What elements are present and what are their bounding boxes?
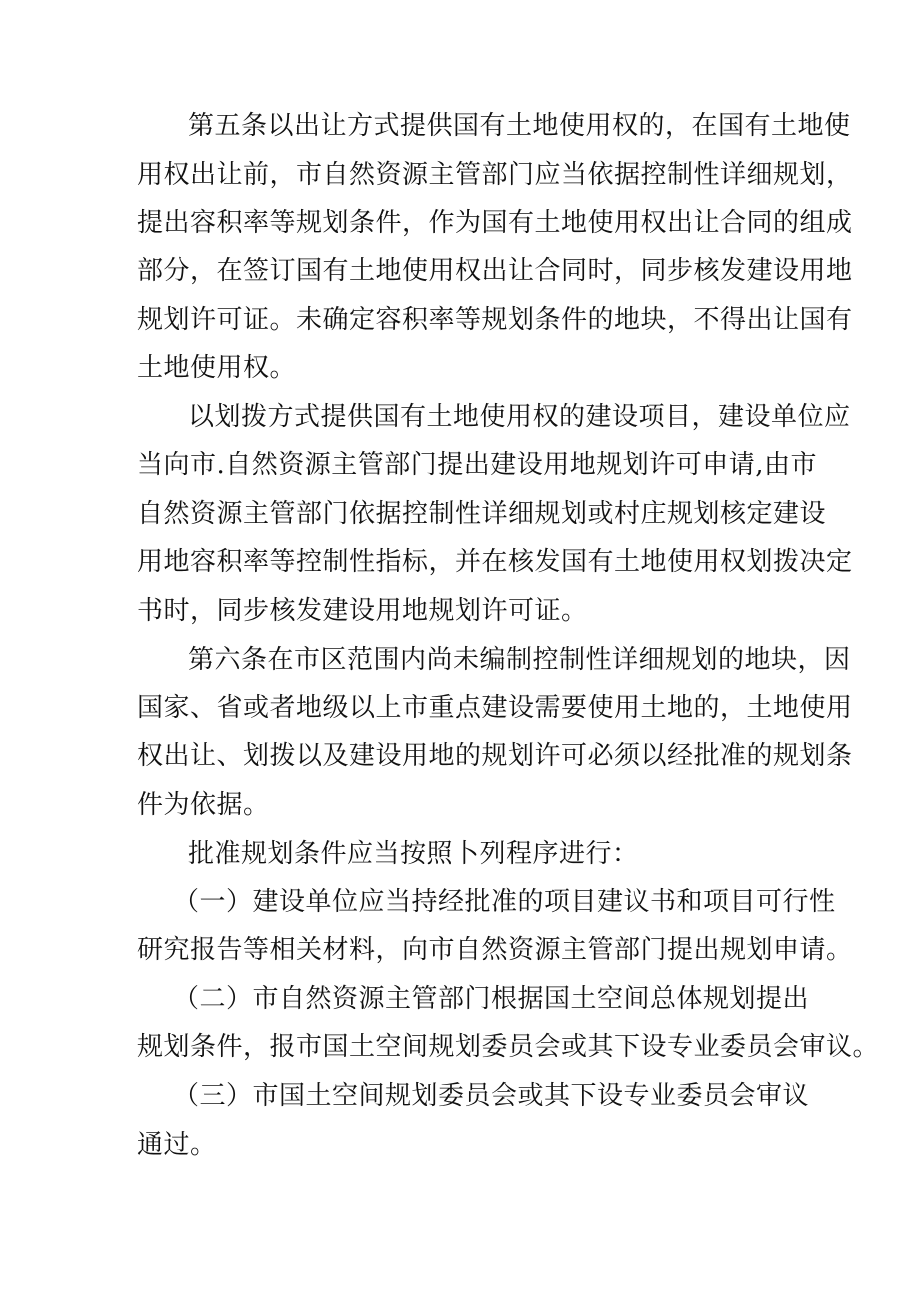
text-line-14: 权出让、划拨以及建设用地的规划许可必须以经批准的规划条 [137, 741, 853, 771]
text-line-1: 第五条以出让方式提供国有土地使用权的，在国有土地使 [188, 111, 851, 141]
text-line-20: 规划条件，报市国土空间规划委员会或其下设专业委员会审议。 [137, 1032, 880, 1062]
text-line-6: 土地使用权。 [137, 353, 297, 383]
text-line-11: 书时，同步核发建设用地规划许可证。 [137, 596, 588, 626]
text-line-5: 规划许可证。未确定容积率等规划条件的地块，不得出让国有 [137, 305, 853, 335]
text-line-2: 用权出让前，市自然资源主管部门应当依据控制性详细规划， [137, 160, 853, 190]
text-line-8: 当向市.自然资源主管部门提出建设用地规划许可申请,由市 [137, 450, 818, 480]
text-line-15: 件为依据。 [137, 790, 270, 820]
text-line-19: （二）市自然资源主管部门根据国土空间总体规划提出 [173, 984, 810, 1014]
text-line-21: （三）市国土空间规划委员会或其下设专业委员会审议 [173, 1081, 810, 1111]
text-line-9: 自然资源主管部门依据控制性详细规划或村庄规划核定建设 [137, 499, 827, 529]
text-line-16: 批准规划条件应当按照卜列程序进行： [188, 839, 639, 869]
text-line-12: 第六条在市区范围内尚未编制控制性详细规划的地块，因 [188, 645, 851, 675]
text-line-18: 研究报告等相关材料，向市自然资源主管部门提出规划申请。 [137, 935, 853, 965]
text-line-7: 以划拨方式提供国有土地使用权的建设项目，建设单位应 [188, 402, 851, 432]
text-line-4: 部分，在签订国有土地使用权出让合同时，同步核发建设用地 [137, 256, 853, 286]
text-line-10: 用地容积率等控制性指标，并在核发国有土地使用权划拨决定 [137, 547, 853, 577]
text-line-17: （一）建设单位应当持经批准的项目建议书和项目可行性 [173, 887, 836, 917]
text-line-3: 提出容积率等规划条件，作为国有土地使用权出让合同的组成 [137, 208, 853, 238]
text-line-13: 国家、省或者地级以上市重点建设需要使用土地的，土地使用 [137, 693, 853, 723]
text-line-22: 通过。 [137, 1130, 217, 1160]
